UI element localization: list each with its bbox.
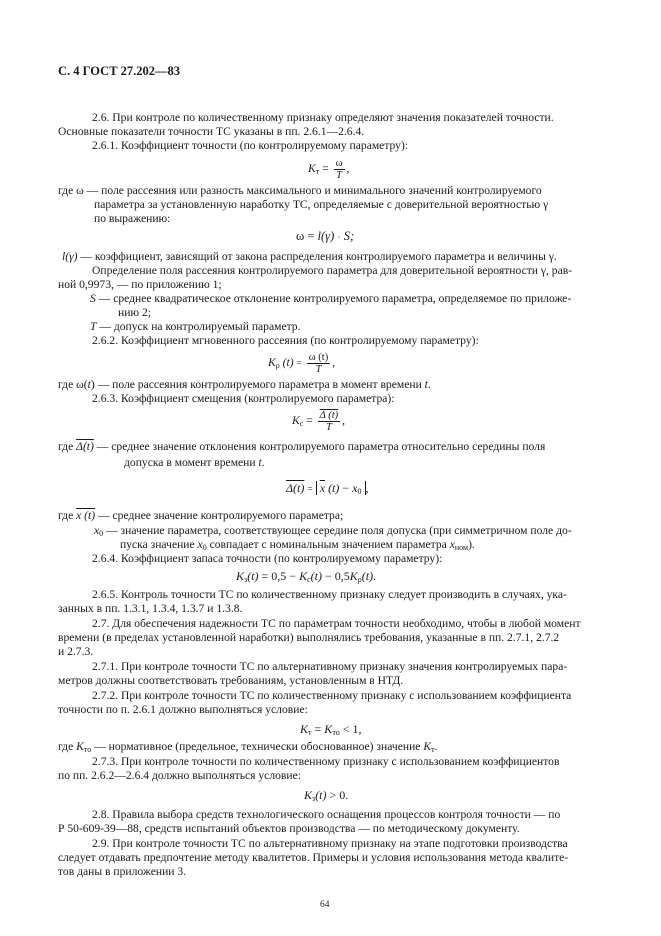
formula-1-lhs-sub: т <box>315 167 320 177</box>
paragraph-2-6-line-2: Основные показатели точности ТС указаны в пп. 2.6.1—2.6.4. <box>58 125 365 138</box>
definition-s-text: — среднее квадратическое отклонение контролируемого параметра, определяемое по приложе- <box>95 292 572 305</box>
page-number: 64 <box>320 900 330 910</box>
formula-6-k3: K <box>349 569 358 583</box>
formula-5-x0: x <box>352 481 358 495</box>
formula-5-x0-sub: 0 <box>357 487 362 496</box>
formula-5-eq: = <box>307 485 313 495</box>
where-omega-line-1: где ω — поле рассеяния или разность максимального и минимального значений контролируемого <box>58 184 542 197</box>
formula-5-tail: , <box>365 481 369 495</box>
paragraph-2-9-line-2: следует отдавать предпочтение методу квалитетов. Примеры и условия использования метода квалите- <box>58 851 569 864</box>
where-7-text: — нормативное (предельное, технически обоснованное) значение <box>91 740 424 753</box>
where-7-end: . <box>434 740 438 753</box>
where-3-t: t <box>87 378 91 391</box>
formula-scatter-field <box>296 229 354 245</box>
paragraph-2-8-line-2: Р 50-609-39—88, средств испытаний объектов производства — по методическому документу. <box>58 822 520 835</box>
formula-3-numerator: ω (t) <box>308 352 329 363</box>
formula-8-k-sub: з <box>312 794 316 803</box>
formula-3-lhs-sub: ρ <box>275 361 280 371</box>
formula-7-k: K <box>300 722 309 736</box>
formula-1-denominator: T <box>336 170 342 181</box>
formula-4-numerator: Δ (t) <box>319 410 339 421</box>
paragraph-2-7-line-2: времени (в пределах установленной наработки) выполнялись требования, указанные в пп. 2.7.1, 2.7.2 <box>58 631 560 644</box>
formula-6-rhs2: − 0,5 <box>321 569 350 583</box>
definition-x0-l2end: ). <box>468 538 475 551</box>
formula-1-lhs: K <box>308 162 316 176</box>
formula-2-c: S; <box>343 229 355 243</box>
definition-l-symbol: l(γ) <box>62 250 78 263</box>
definition-x0-sub: 0 <box>99 529 104 538</box>
definition-s-symbol: S <box>90 292 96 305</box>
definition-x0-text: — значение параметра, соответствующее середине поля допуска (при симметричном поле до- <box>103 524 572 537</box>
paragraph-2-7-1-line-1: 2.7.1. При контроле точности ТС по альтернативному признаку значения контролируемых пара- <box>92 660 568 673</box>
definition-l-text: — коэффициент, зависящий от закона распределения контролируемого параметра и величины γ. <box>77 250 557 263</box>
definition-x0-l2x: x <box>197 538 203 551</box>
paragraph-2-6-1: 2.6.1. Коэффициент точности (по контролируемому параметру): <box>92 139 409 152</box>
paragraph-2-6-4: 2.6.4. Коэффициент запаса точности (по контролируемому параметру): <box>92 552 443 565</box>
formula-4-denominator: T <box>325 422 332 433</box>
formula-1-eq: = <box>322 162 329 176</box>
paragraph-2-7-2-line-1: 2.7.2. При контроле точности ТС по количественному признаку с использованием коэффициента <box>92 689 572 702</box>
paragraph-2-7-3-line-1: 2.7.3. При контроле точности по количественному признаку с использованием коэффициентов <box>92 755 560 768</box>
where-7-pre: где <box>58 740 77 753</box>
definition-l-gamma <box>62 250 557 264</box>
formula-5-arg: (t) <box>328 481 340 495</box>
formula-2-dot: · <box>337 233 341 243</box>
definition-x0-symbol: x <box>94 524 100 537</box>
formula-4-fraction <box>318 410 341 433</box>
formula-5-minus: − <box>342 481 350 495</box>
formula-3-eq: = <box>296 359 302 370</box>
paragraph-2-7-line-1: 2.7. Для обеспечения надежности ТС по параметрам точности необходимо, чтобы в любой момент <box>92 617 581 630</box>
formula-6-arg2: (t) <box>310 569 322 583</box>
paragraph-2-6-line-1: 2.6. При контроле по количественному признаку определяют значения показателей точности. <box>92 111 554 124</box>
where-5-pre: где <box>58 509 74 522</box>
formula-6-arg3: (t) <box>361 569 374 583</box>
formula-shift-coefficient <box>292 410 345 433</box>
formula-3-tail: , <box>332 356 336 370</box>
where-x-mean <box>58 509 343 523</box>
formula-6-lhs: K <box>236 569 245 583</box>
where-omega-line-2: параметра за установленную наработку ТС, определяемые с доверительной вероятностью γ <box>94 198 549 211</box>
where-delta <box>58 440 545 454</box>
formula-7-k-sub: т <box>308 728 312 737</box>
paragraph-2-7-line-3: и 2.7.3. <box>58 645 94 658</box>
formula-3-fraction <box>307 352 330 375</box>
page-header: С. 4 ГОСТ 27.202—83 <box>58 64 181 78</box>
formula-3-denominator: T <box>315 364 322 375</box>
paragraph-2-6-3: 2.6.3. Коэффициент смещения (контролируемого параметра): <box>92 392 395 405</box>
where-3-pre: где ω( <box>58 378 88 391</box>
where-4-pre: где <box>58 440 74 453</box>
where-5-symbol: x (t) <box>76 509 96 522</box>
formula-instant-scatter <box>268 352 335 375</box>
where-7-k2: K <box>423 740 432 753</box>
formula-3-lhs: K <box>268 356 276 370</box>
formula-6-lhs-sub: з <box>244 575 248 584</box>
paragraph-2-6-5-line-1: 2.6.5. Контроль точности ТС по количественному признаку следует производить в случаях, ука- <box>92 588 567 601</box>
formula-5-absolute-value <box>316 481 366 495</box>
definition-x0-l2sub2: ном <box>454 543 469 552</box>
definition-t-text: — допуск на контролируемый параметр. <box>96 320 301 333</box>
paragraph-2-9-line-3: тов даны в приложении 3. <box>58 865 187 878</box>
formula-mean-deviation <box>286 481 369 499</box>
paragraph-2-7-2-line-2: точности по п. 2.6.1 должно выполняться условие: <box>58 703 308 716</box>
where-7-k2-sub: т <box>431 745 435 754</box>
formula-accuracy-condition <box>300 722 361 740</box>
where-3-t2: t <box>424 378 428 391</box>
formula-1-numerator: ω <box>335 158 343 169</box>
where-delta-line-2 <box>124 456 265 470</box>
formula-reserve-coefficient <box>236 569 376 587</box>
formula-8-arg: (t) <box>315 788 327 802</box>
paragraph-2-6-5-line-2: занных в пп. 1.3.1, 1.3.4, 1.3.7 и 1.3.8. <box>58 602 243 615</box>
formula-8-rhs: > 0. <box>326 788 349 802</box>
formula-1-tail: , <box>346 162 350 176</box>
where-4-line-2: допуска в момент времени <box>124 456 259 469</box>
formula-1-fraction <box>334 158 345 181</box>
where-omega-t <box>58 378 431 392</box>
formula-3-arg: (t) <box>282 356 294 370</box>
formula-accuracy-coefficient <box>308 158 349 181</box>
paragraph-2-7-3-line-2: по пп. 2.6.2—2.6.4 должно выполняться условие: <box>58 769 301 782</box>
where-4-line-2-end: . <box>261 456 265 469</box>
paragraph-2-8-line-1: 2.8. Правила выбора средств технологического оснащения процессов контроля точности — по <box>92 808 561 821</box>
where-7-k: K <box>76 740 84 753</box>
paragraph-2-7-1-line-2: метров должны соответствовать требованиям, установленным в НТД. <box>58 674 404 687</box>
formula-7-k2: K <box>324 722 333 736</box>
formula-6-k2-sub: с <box>307 575 311 584</box>
where-3-end: . <box>427 378 431 391</box>
definition-s-line-2: нию 2; <box>118 306 151 319</box>
formula-6-arg: (t) <box>247 569 259 583</box>
where-5-text: — среднее значение контролируемого параметра; <box>95 509 344 522</box>
formula-6-k2: K <box>299 569 308 583</box>
formula-4-tail: , <box>342 414 346 428</box>
definition-l-line-3: ной 0,9973, — по приложению 1; <box>58 278 222 291</box>
formula-7-eq: = <box>311 722 325 736</box>
where-7-k-sub: то <box>83 745 92 754</box>
formula-4-eq: = <box>306 414 313 428</box>
formula-5-lhs: Δ(t) <box>286 481 305 495</box>
formula-6-tail: . <box>373 569 377 583</box>
paragraph-2-9-line-1: 2.9. При контроле точности ТС по альтернативному признаку на этапе подготовки производства <box>92 837 568 850</box>
formula-2-a: ω <box>296 229 305 243</box>
definition-x0-l2sub: 0 <box>202 543 207 552</box>
formula-2-eq: = <box>307 229 315 243</box>
formula-7-k2-sub: то <box>332 728 340 737</box>
where-omega-line-3: по выражению: <box>94 212 171 225</box>
where-4-symbol: Δ(t) <box>76 440 94 453</box>
formula-6-rhs1: = 0,5 − <box>258 569 300 583</box>
formula-4-lhs: K <box>292 414 300 428</box>
formula-7-rhs: < 1, <box>339 722 362 736</box>
definition-t <box>90 320 301 334</box>
definition-s <box>90 292 571 306</box>
formula-2-b: l(γ) <box>317 229 335 243</box>
where-4-line-1: — среднее значение отклонения контролируемого параметра относительно середины поля <box>93 440 546 453</box>
definition-t-symbol: T <box>90 320 97 333</box>
formula-4-lhs-sub: с <box>299 419 304 429</box>
formula-6-k3-sub: ρ <box>357 575 362 584</box>
where-4-line-2-t: t <box>258 456 262 469</box>
formula-8-k: K <box>304 788 313 802</box>
where-3-mid: ) — поле рассеяния контролируемого параметра в момент времени <box>90 378 425 391</box>
paragraph-2-6-2: 2.6.2. Коэффициент мгновенного рассеяния (по контролируемому параметру): <box>92 334 479 347</box>
definition-x0-l2b: совпадает с номинальным значением параметра <box>206 538 450 551</box>
definition-l-line-2: Определение поля рассеяния контролируемого параметра для доверительной вероятности γ, рав- <box>92 264 573 277</box>
formula-5-x: $\overline{x}$ <box>319 481 326 495</box>
definition-x0-l2x2: x <box>449 538 455 551</box>
formula-reserve-condition <box>304 788 348 806</box>
definition-x0-l2a: пуска значение <box>120 538 198 551</box>
